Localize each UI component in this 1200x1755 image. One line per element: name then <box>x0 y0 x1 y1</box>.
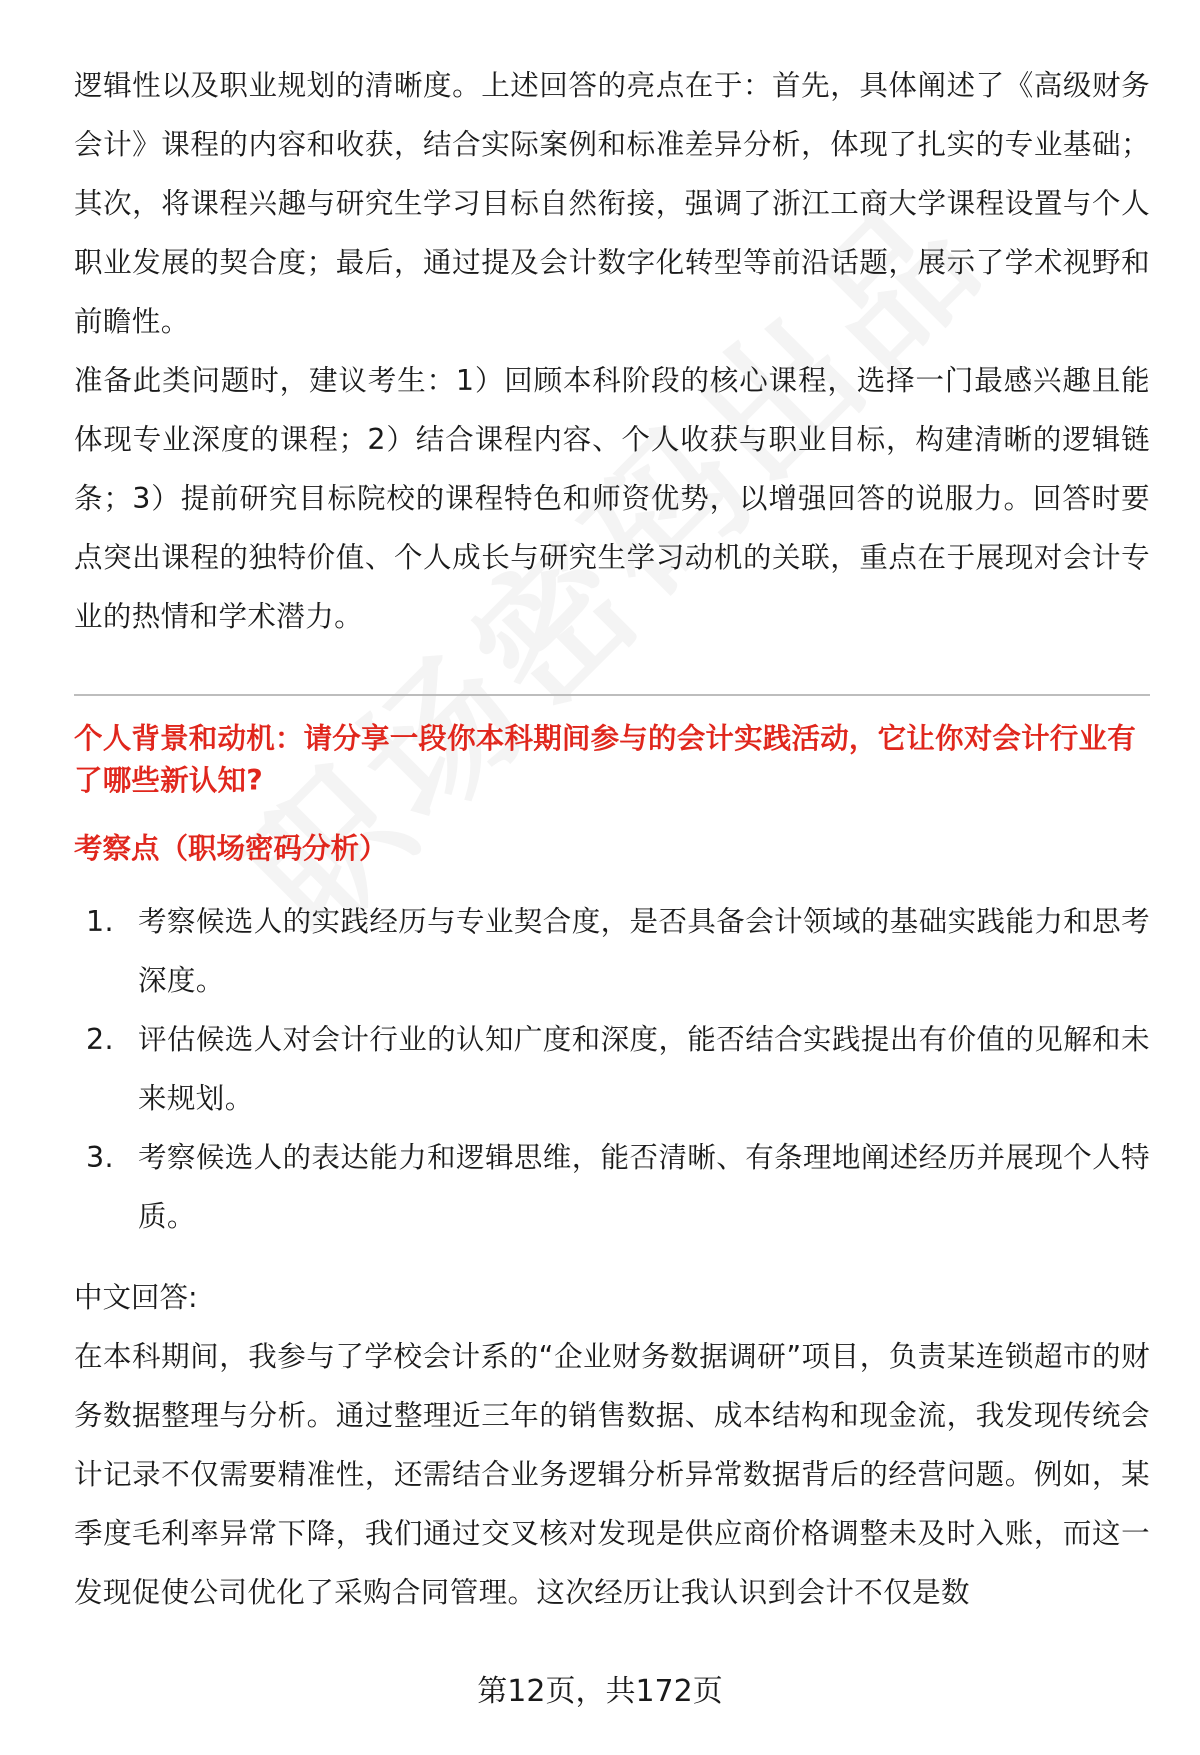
list-item <box>74 1010 1150 1128</box>
list-item <box>74 892 1150 1010</box>
page-footer: 第12页，共172页 <box>477 1674 723 1709</box>
list-number: 2. <box>86 1023 114 1056</box>
paragraph-advice: 准备此类问题时，建议考生：1）回顾本科阶段的核心课程，选择一门最感兴趣且能体现专业深度的课程；2）结合课程内容、个人收获与职业目标，构建清晰的逻辑链条；3）提前研究目标院校的课程特色和师资优势，以增强回答的说服力。回答时要点突出课程的独特价值、个人成长与研究生学习动机的关联，重点在于展现对会计专业的热情和学术潜力。 <box>74 364 1150 633</box>
page-content <box>74 56 1150 1622</box>
list-number: 1. <box>86 905 114 938</box>
answer-text: 在本科期间，我参与了学校会计系的“企业财务数据调研”项目，负责某连锁超市的财务数据整理与分析。通过整理近三年的销售数据、成本结构和现金流，我发现传统会计记录不仅需要精准性，还需结合业务逻辑分析异常数据背后的经营问题。例如，某季度毛利率异常下降，我们通过交叉核对发现是供应商价格调整未及时入账，而这一发现促使公司优化了采购合同管理。这次经历让我认识到会计不仅是数 <box>74 1340 1150 1609</box>
answer-label: 中文回答: <box>74 1281 198 1314</box>
list-item <box>74 1128 1150 1246</box>
question-heading: 个人背景和动机：请分享一段你本科期间参与的会计实践活动，它让你对会计行业有了哪些新认知? <box>74 722 1136 797</box>
list-text: 考察候选人的实践经历与专业契合度，是否具备会计领域的基础实践能力和思考深度。 <box>138 905 1150 997</box>
list-number: 3. <box>86 1141 114 1174</box>
list-text: 评估候选人对会计行业的认知广度和深度，能否结合实践提出有价值的见解和未来规划。 <box>138 1023 1150 1115</box>
focus-label: 考察点（职场密码分析） <box>74 832 388 865</box>
focus-points-list <box>74 892 1150 1246</box>
paragraph-analysis: 逻辑性以及职业规划的清晰度。上述回答的亮点在于：首先，具体阐述了《高级财务会计》课程的内容和收获，结合实际案例和标准差异分析，体现了扎实的专业基础；其次，将课程兴趣与研究生学习目标自然衔接，强调了浙江工商大学课程设置与个人职业发展的契合度；最后，通过提及会计数字化转型等前沿话题，展示了学术视野和前瞻性。 <box>74 69 1150 338</box>
section-divider <box>74 694 1150 696</box>
list-text: 考察候选人的表达能力和逻辑思维，能否清晰、有条理地阐述经历并展现个人特质。 <box>138 1141 1150 1233</box>
